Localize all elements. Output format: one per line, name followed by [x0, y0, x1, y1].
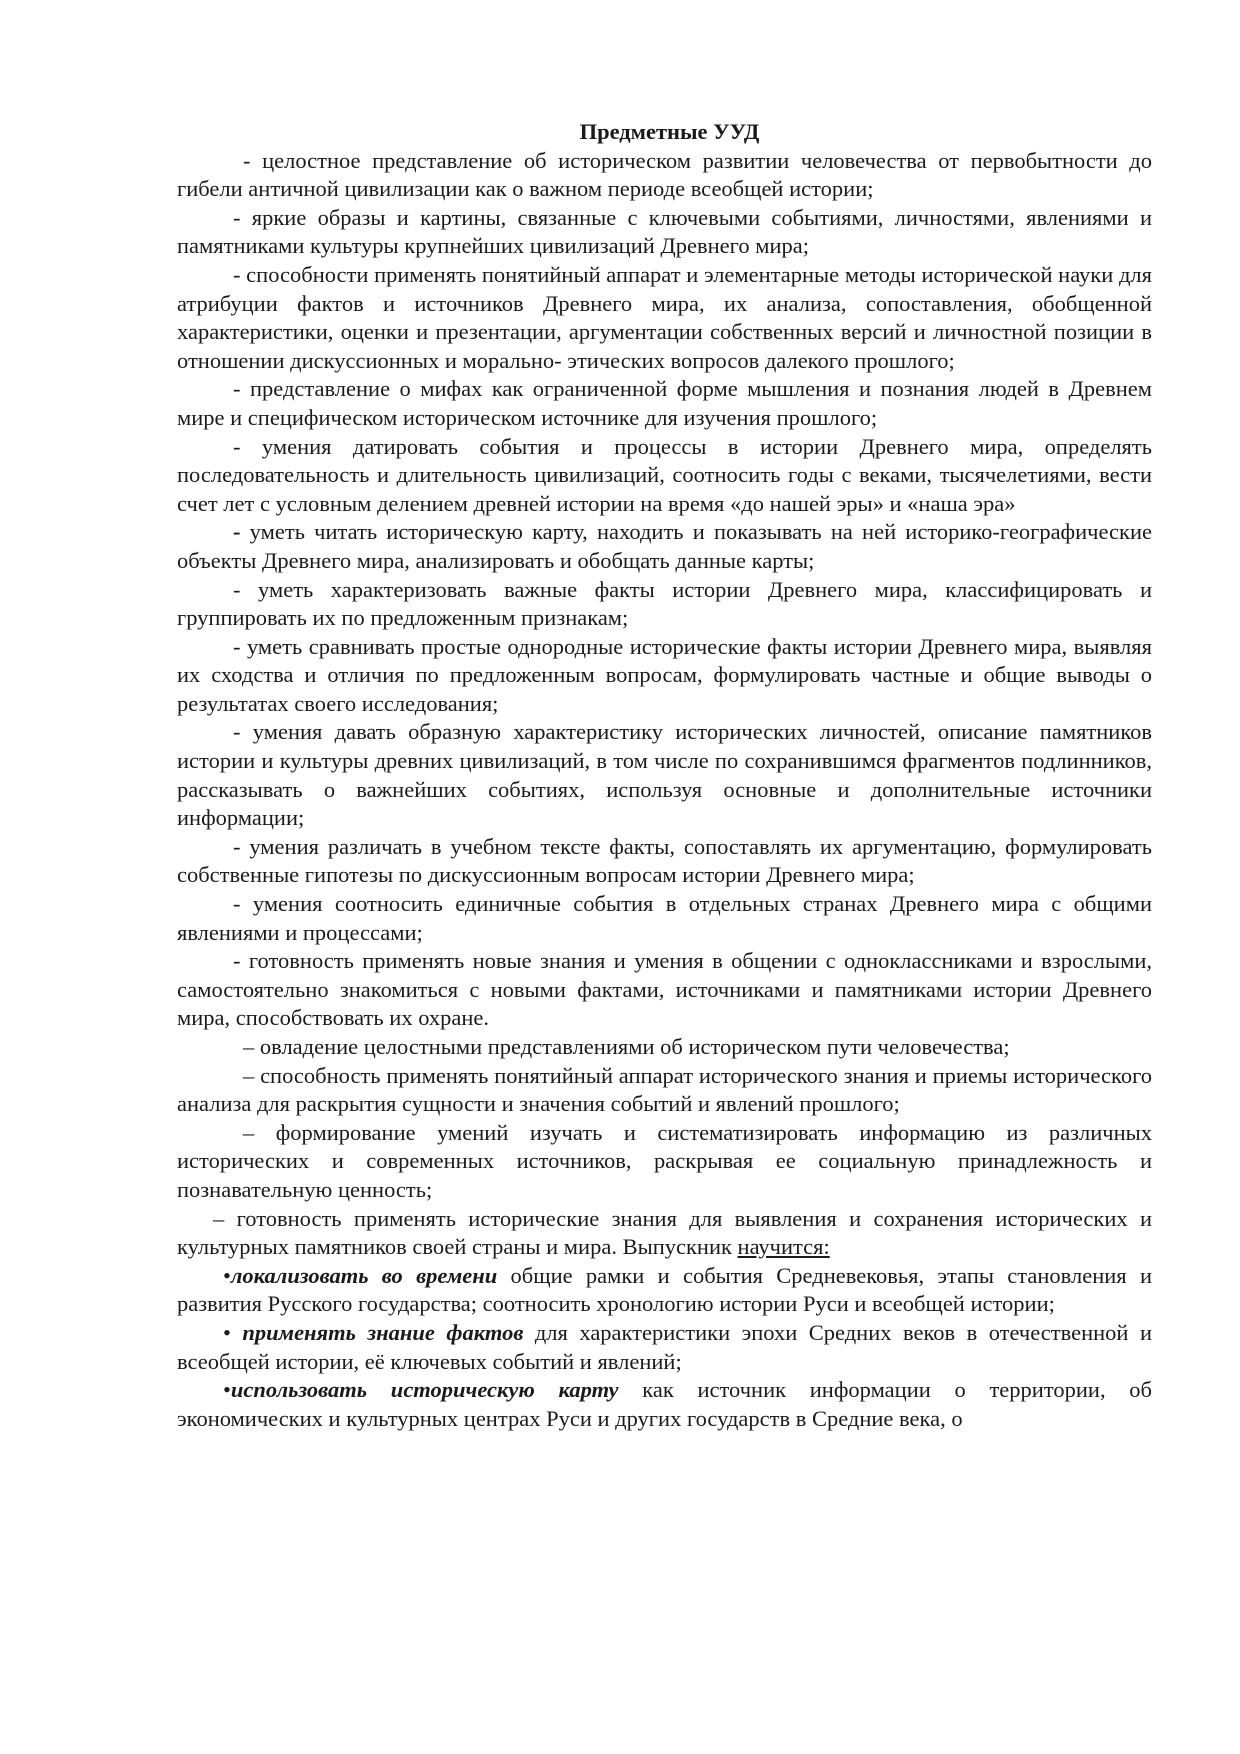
paragraph-9: - умения давать образную характеристику исторических личностей, описание памятников истории и культуры древних цивилизаций, в том числе по сохранившимся фрагментов подлинников, рассказывать о важнейших событиях, используя основные и дополнительные источники информации;: [177, 719, 1152, 831]
bullet-item-1: •локализовать во времени общие рамки и события Средневековья, этапы становления и развития Русского государства; соотносить хронологию истории Руси и всеобщей истории;: [177, 1262, 1152, 1317]
bullet-item-3: •использовать историческую карту как источник информации о территории, об экономических и культурных центрах Руси и других государств в Средние века, о: [177, 1377, 1152, 1431]
paragraph-6: - уметь читать историческую карту, находить и показывать на ней историко-географические объекты Древнего мира, анализировать и обобщать данные карты;: [177, 519, 1152, 573]
paragraph-14: – способность применять понятийный аппарат исторического знания и приемы исторического анализа для раскрытия сущности и значения событий и явлений прошлого;: [177, 1062, 1152, 1117]
paragraph-8: - уметь сравнивать простые однородные исторические факты истории Древнего мира, выявляя их сходства и отличия по предложенным вопросам, формулировать частные и общие выводы о результатах своего исследования;: [177, 633, 1152, 716]
paragraph-7: - уметь характеризовать важные факты истории Древнего мира, классифицировать и группировать их по предложенным признакам;: [177, 576, 1152, 631]
paragraph-3: - способности применять понятийный аппарат и элементарные методы исторической науки для атрибуции фактов и источников Древнего мира, их анализа, сопоставления, обобщенной характеристики, оценки и презентации, аргументации собственных версий и личностной позиции в отношении дискуссионных и морально- этических вопросов далекого прошлого;: [177, 261, 1152, 373]
underlined-word: научится:: [737, 1234, 830, 1260]
document-title: Предметные УУД: [579, 119, 760, 144]
bullet-mark: •: [223, 1262, 231, 1288]
bullet-mark: •: [223, 1319, 231, 1345]
paragraph-12: - готовность применять новые знания и умения в общении с одноклассниками и взрослыми, самостоятельно знакомиться с новыми фактами, источниками и памятниками истории Древнего мира, способствовать их охране.: [177, 948, 1152, 1031]
paragraph-4: - представление о мифах как ограниченной форме мышления и познания людей в Древнем мире и специфическом историческом источнике для изучения прошлого;: [177, 376, 1152, 430]
paragraph-15: – формирование умений изучать и систематизировать информацию из различных исторических и современных источников, раскрывая ее социальную принадлежность и познавательную ценность;: [177, 1119, 1152, 1202]
paragraph-13: – овладение целостными представлениями об историческом пути человечества;: [243, 1034, 1010, 1059]
paragraph-1: - целостное представление об историческом развитии человечества от первобытности до гибели античной цивилизации как о важном периоде всеобщей истории;: [177, 147, 1152, 202]
paragraph-16: – готовность применять исторические знания для выявления и сохранения исторических и культурных памятников своей страны и мира. Выпускник научится:: [177, 1205, 1152, 1260]
paragraph-11: - умения соотносить единичные события в отдельных странах Древнего мира с общими явлениями и процессами;: [177, 891, 1152, 945]
bullet-emphasis: применять знание фактов: [242, 1319, 524, 1345]
bullet-item-2: • применять знание фактов для характеристики эпохи Средних веков в отечественной и всеобщей истории, её ключевых событий и явлений;: [177, 1319, 1152, 1374]
bullet-emphasis: локализовать во времени: [230, 1262, 498, 1288]
bold-dash: -: [233, 519, 241, 545]
document-page: [177, 118, 1152, 1433]
bullet-mark: •: [223, 1377, 231, 1403]
paragraph-5: - умения датировать события и процессы в истории Древнего мира, определять последовательность и длительность цивилизаций, соотносить годы с веками, тысячелетиями, вести счет лет с условным делением древней истории на время «до нашей эры» и «наша эра»: [177, 433, 1152, 516]
bullet-emphasis: использовать историческую карту: [230, 1377, 619, 1403]
paragraph-10: - умения различать в учебном тексте факты, сопоставлять их аргументацию, формулировать собственные гипотезы по дискуссионным вопросам истории Древнего мира;: [177, 833, 1152, 888]
paragraph-2: - яркие образы и картины, связанные с ключевыми событиями, личностями, явлениями и памятниками культуры крупнейших цивилизаций Древнего мира;: [177, 204, 1152, 259]
